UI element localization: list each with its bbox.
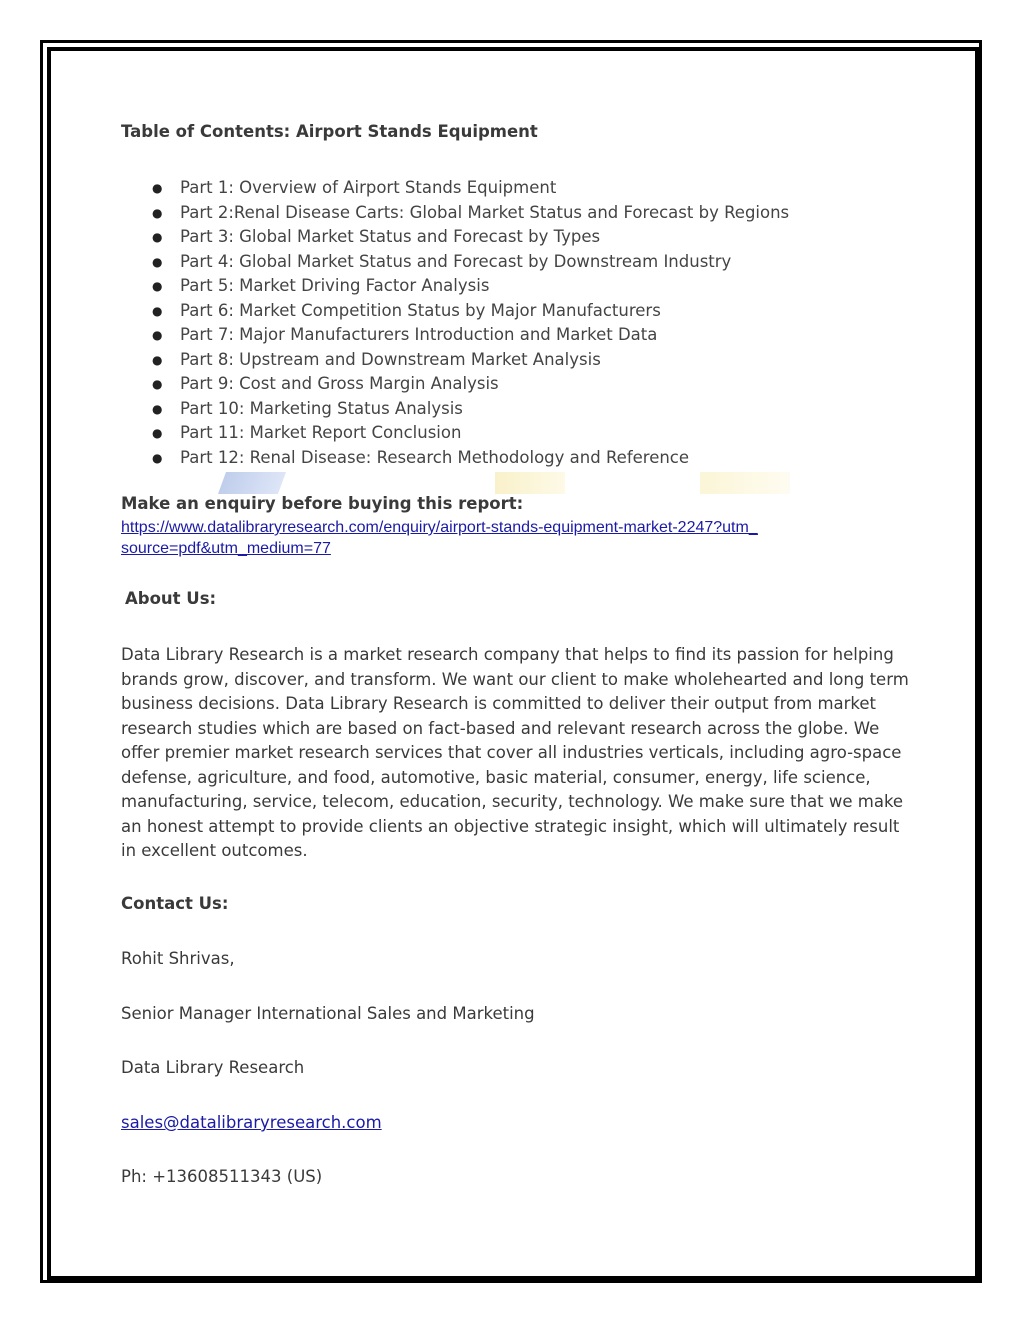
bullet-icon: ● bbox=[152, 352, 163, 367]
toc-item: ● Part 11: Market Report Conclusion bbox=[121, 421, 789, 446]
watermark-yellow-shape bbox=[495, 472, 565, 494]
bullet-icon: ● bbox=[152, 230, 163, 244]
toc-item: ● Part 9: Cost and Gross Margin Analysis bbox=[121, 372, 789, 397]
contact-heading: Contact Us: bbox=[121, 894, 229, 913]
contact-email-link[interactable]: sales@datalibraryresearch.com bbox=[121, 1113, 382, 1132]
bullet-icon: ● bbox=[152, 205, 163, 220]
toc-item: ● Part 3: Global Market Status and Forecast by Types bbox=[121, 225, 789, 250]
toc-title: Table of Contents: Airport Stands Equipment bbox=[121, 122, 538, 141]
bullet-icon: ● bbox=[152, 328, 163, 342]
toc-item: ● Part 10: Marketing Status Analysis bbox=[121, 397, 789, 422]
toc-item: ● Part 12: Renal Disease: Research Methodology and Reference bbox=[121, 446, 789, 471]
bullet-icon: ● bbox=[152, 450, 163, 465]
contact-phone: Ph: +13608511343 (US) bbox=[121, 1167, 323, 1186]
watermark-yellow-shape-2 bbox=[700, 472, 790, 494]
bullet-icon: ● bbox=[152, 181, 163, 195]
contact-role: Senior Manager International Sales and Marketing bbox=[121, 1004, 535, 1023]
toc-item: ● Part 2:Renal Disease Carts: Global Market Status and Forecast by Regions bbox=[121, 201, 789, 226]
enquiry-link[interactable]: https://www.datalibraryresearch.com/enquiry/airport-stands-equipment-market-2247?utm_source=pdf&utm_medium=77 bbox=[121, 519, 758, 557]
toc-item: ● Part 6: Market Competition Status by Major Manufacturers bbox=[121, 299, 789, 324]
enquiry-heading: Make an enquiry before buying this report: bbox=[121, 494, 524, 513]
toc-item: ● Part 5: Market Driving Factor Analysis bbox=[121, 274, 789, 299]
about-paragraph: Data Library Research is a market research company that helps to find its passion for helping brands grow, discover, and transform. We want our client to make wholehearted and long term business decisions. Data Library Research is committed to deliver their output from market research studies which are based on fact-based and relevant research across the globe. We offer premier market research services that cover all industries verticals, including agro-space defense, agriculture, and food, automotive, basic material, consumer, energy, life science, manufacturing, service, telecom, education, security, technology. We make sure that we make an honest attempt to provide clients an objective strategic insight, which will ultimately result in excellent outcomes. bbox=[121, 645, 909, 860]
watermark-blue-shape bbox=[218, 472, 286, 494]
about-heading: About Us: bbox=[125, 589, 217, 608]
bullet-icon: ● bbox=[152, 377, 163, 391]
bullet-icon: ● bbox=[152, 401, 163, 416]
contact-company: Data Library Research bbox=[121, 1058, 305, 1077]
bullet-icon: ● bbox=[152, 303, 163, 318]
toc-item: ● Part 4: Global Market Status and Forecast by Downstream Industry bbox=[121, 250, 789, 275]
bullet-icon: ● bbox=[152, 254, 163, 269]
toc-item: ● Part 8: Upstream and Downstream Market Analysis bbox=[121, 348, 789, 373]
toc-item: ● Part 1: Overview of Airport Stands Equipment bbox=[121, 176, 789, 201]
toc-list bbox=[121, 176, 789, 470]
bullet-icon: ● bbox=[152, 279, 163, 293]
contact-name: Rohit Shrivas, bbox=[121, 949, 235, 968]
bullet-icon: ● bbox=[152, 426, 163, 440]
toc-item: ● Part 7: Major Manufacturers Introduction and Market Data bbox=[121, 323, 789, 348]
